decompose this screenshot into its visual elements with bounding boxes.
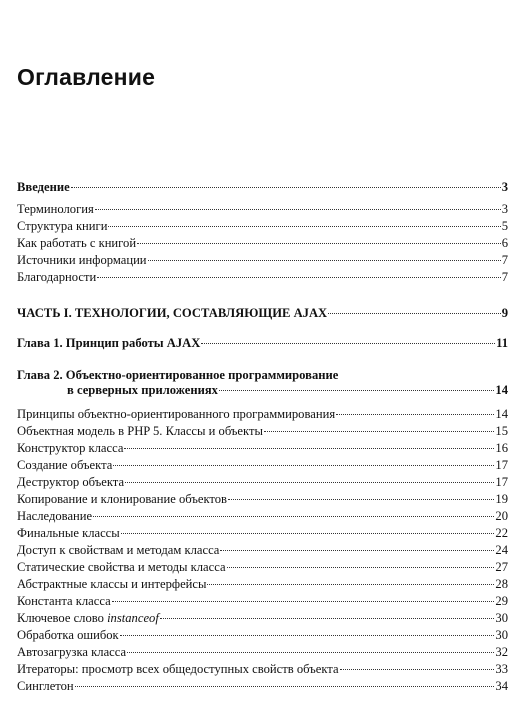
toc-entry[interactable] xyxy=(17,253,508,268)
toc-entry-page: 3 xyxy=(501,180,508,194)
dot-leader xyxy=(228,499,494,500)
toc-entry-title: Доступ к свойствам и методам класса xyxy=(17,543,220,557)
toc-entry-page: 29 xyxy=(495,594,508,608)
toc-entry-title: Объектная модель в PHP 5. Классы и объекты xyxy=(17,424,263,438)
dot-leader xyxy=(97,277,501,278)
toc-entry[interactable] xyxy=(17,662,508,677)
toc-entry-title: Абстрактные классы и интерфейсы xyxy=(17,577,207,591)
toc-entry-title: Конструктор класса xyxy=(17,441,124,455)
toc-entry-title: Структура книги xyxy=(17,219,108,233)
toc-entry-title: Автозагрузка класса xyxy=(17,645,127,659)
keyword-instanceof: instanceof xyxy=(107,611,159,625)
dot-leader xyxy=(336,414,494,415)
toc-entry-page: 33 xyxy=(495,662,508,676)
toc-entry[interactable] xyxy=(17,560,508,575)
toc-entry[interactable] xyxy=(17,543,508,558)
dot-leader xyxy=(227,567,495,568)
dot-leader xyxy=(121,533,495,534)
toc-entry-page: 32 xyxy=(495,645,508,659)
toc-entry[interactable] xyxy=(17,594,508,609)
toc-entry-title: Глава 1. Принцип работы AJAX xyxy=(17,336,201,350)
toc-entry-title-continued: в серверных приложениях xyxy=(67,383,218,397)
toc-entry-title: Введение xyxy=(17,180,70,194)
toc-entry-title: Константа класса xyxy=(17,594,111,608)
toc-entry[interactable] xyxy=(17,441,508,456)
toc-entry[interactable] xyxy=(17,407,508,422)
toc-entry-page: 28 xyxy=(495,577,508,591)
toc-entry[interactable] xyxy=(17,628,508,643)
toc-entry-page: 6 xyxy=(501,236,508,250)
toc-entry-page: 30 xyxy=(495,611,508,625)
dot-leader xyxy=(95,209,501,210)
dot-leader xyxy=(71,187,501,188)
toc-entry-page: 17 xyxy=(495,458,508,472)
toc-entry-page: 34 xyxy=(495,679,508,693)
dot-leader xyxy=(219,390,494,391)
toc-entry[interactable] xyxy=(17,270,508,285)
dot-leader xyxy=(137,243,501,244)
toc-entry-page: 27 xyxy=(495,560,508,574)
toc-entry-page: 14 xyxy=(495,407,508,421)
toc-entry[interactable] xyxy=(17,526,508,541)
toc-entry[interactable] xyxy=(17,492,508,507)
dot-leader xyxy=(112,601,495,602)
page-title: Оглавление xyxy=(17,64,156,90)
dot-leader xyxy=(75,686,495,687)
toc-entry-page: 9 xyxy=(501,306,508,320)
toc-entry[interactable] xyxy=(17,509,508,524)
toc-entry-page: 16 xyxy=(495,441,508,455)
toc-entry-page: 3 xyxy=(501,202,508,216)
toc-entry-title: Принципы объектно-ориентированного программирования xyxy=(17,407,336,421)
toc-entry-part[interactable] xyxy=(17,306,508,321)
toc-entry-title xyxy=(17,611,159,626)
toc-entry-title: Создание объекта xyxy=(17,458,113,472)
dot-leader xyxy=(124,448,494,449)
toc-entry[interactable] xyxy=(17,611,508,626)
toc-entry[interactable] xyxy=(17,424,508,439)
toc-entry-page: 30 xyxy=(495,628,508,642)
toc-entry-page: 22 xyxy=(495,526,508,540)
dot-leader xyxy=(264,431,494,432)
toc-entry[interactable] xyxy=(17,645,508,660)
toc-entry-title: Наследование xyxy=(17,509,93,523)
toc-entry-page: 17 xyxy=(495,475,508,489)
toc-entry-chapter[interactable] xyxy=(17,368,508,398)
toc-entry-title: Благодарности xyxy=(17,270,97,284)
toc-entry-page: 24 xyxy=(495,543,508,557)
toc-entry-title: Синглетон xyxy=(17,679,74,693)
toc-entry-page: 5 xyxy=(501,219,508,233)
toc-entry-page: 11 xyxy=(496,336,508,350)
dot-leader xyxy=(328,313,501,314)
dot-leader xyxy=(125,482,494,483)
dot-leader xyxy=(93,516,494,517)
toc-entry-page: 7 xyxy=(501,270,508,284)
toc-entry-title: Финальные классы xyxy=(17,526,120,540)
toc-entry-intro[interactable] xyxy=(17,180,508,195)
toc-entry[interactable] xyxy=(17,236,508,251)
toc-entry-title: Итераторы: просмотр всех общедоступных свойств объекта xyxy=(17,662,339,676)
toc-entry[interactable] xyxy=(17,577,508,592)
toc-entry-page: 19 xyxy=(495,492,508,506)
toc-entry-title: Деструктор объекта xyxy=(17,475,125,489)
toc-entry-title: Статические свойства и методы класса xyxy=(17,560,226,574)
dot-leader xyxy=(148,260,501,261)
toc-entry[interactable] xyxy=(17,458,508,473)
dot-leader xyxy=(120,635,495,636)
dot-leader xyxy=(113,465,494,466)
dot-leader xyxy=(160,618,495,619)
dot-leader xyxy=(127,652,494,653)
toc-entry-page: 14 xyxy=(495,383,508,397)
toc-entry-title: Копирование и клонирование объектов xyxy=(17,492,228,506)
toc-entry-title: Как работать с книгой xyxy=(17,236,137,250)
toc-entry-chapter[interactable] xyxy=(17,336,508,351)
toc-entry-title: Терминология xyxy=(17,202,94,216)
toc-entry[interactable] xyxy=(17,219,508,234)
toc-entry-title: ЧАСТЬ I. ТЕХНОЛОГИИ, СОСТАВЛЯЮЩИЕ AJAX xyxy=(17,306,328,320)
toc-entry-title: Обработка ошибок xyxy=(17,628,119,642)
toc-entry-page: 7 xyxy=(501,253,508,267)
toc-entry[interactable] xyxy=(17,475,508,490)
toc-entry-page: 15 xyxy=(495,424,508,438)
dot-leader xyxy=(207,584,494,585)
toc-entry-page: 20 xyxy=(495,509,508,523)
toc-entry-title: Глава 2. Объектно-ориентированное программирование xyxy=(17,368,339,382)
toc-entry[interactable] xyxy=(17,202,508,217)
toc-entry-title-prefix: Ключевое слово xyxy=(17,611,108,625)
dot-leader xyxy=(220,550,494,551)
toc-entry-title: Источники информации xyxy=(17,253,147,267)
dot-leader xyxy=(340,669,495,670)
dot-leader xyxy=(108,226,500,227)
dot-leader xyxy=(201,343,495,344)
toc-entry[interactable] xyxy=(17,679,508,694)
